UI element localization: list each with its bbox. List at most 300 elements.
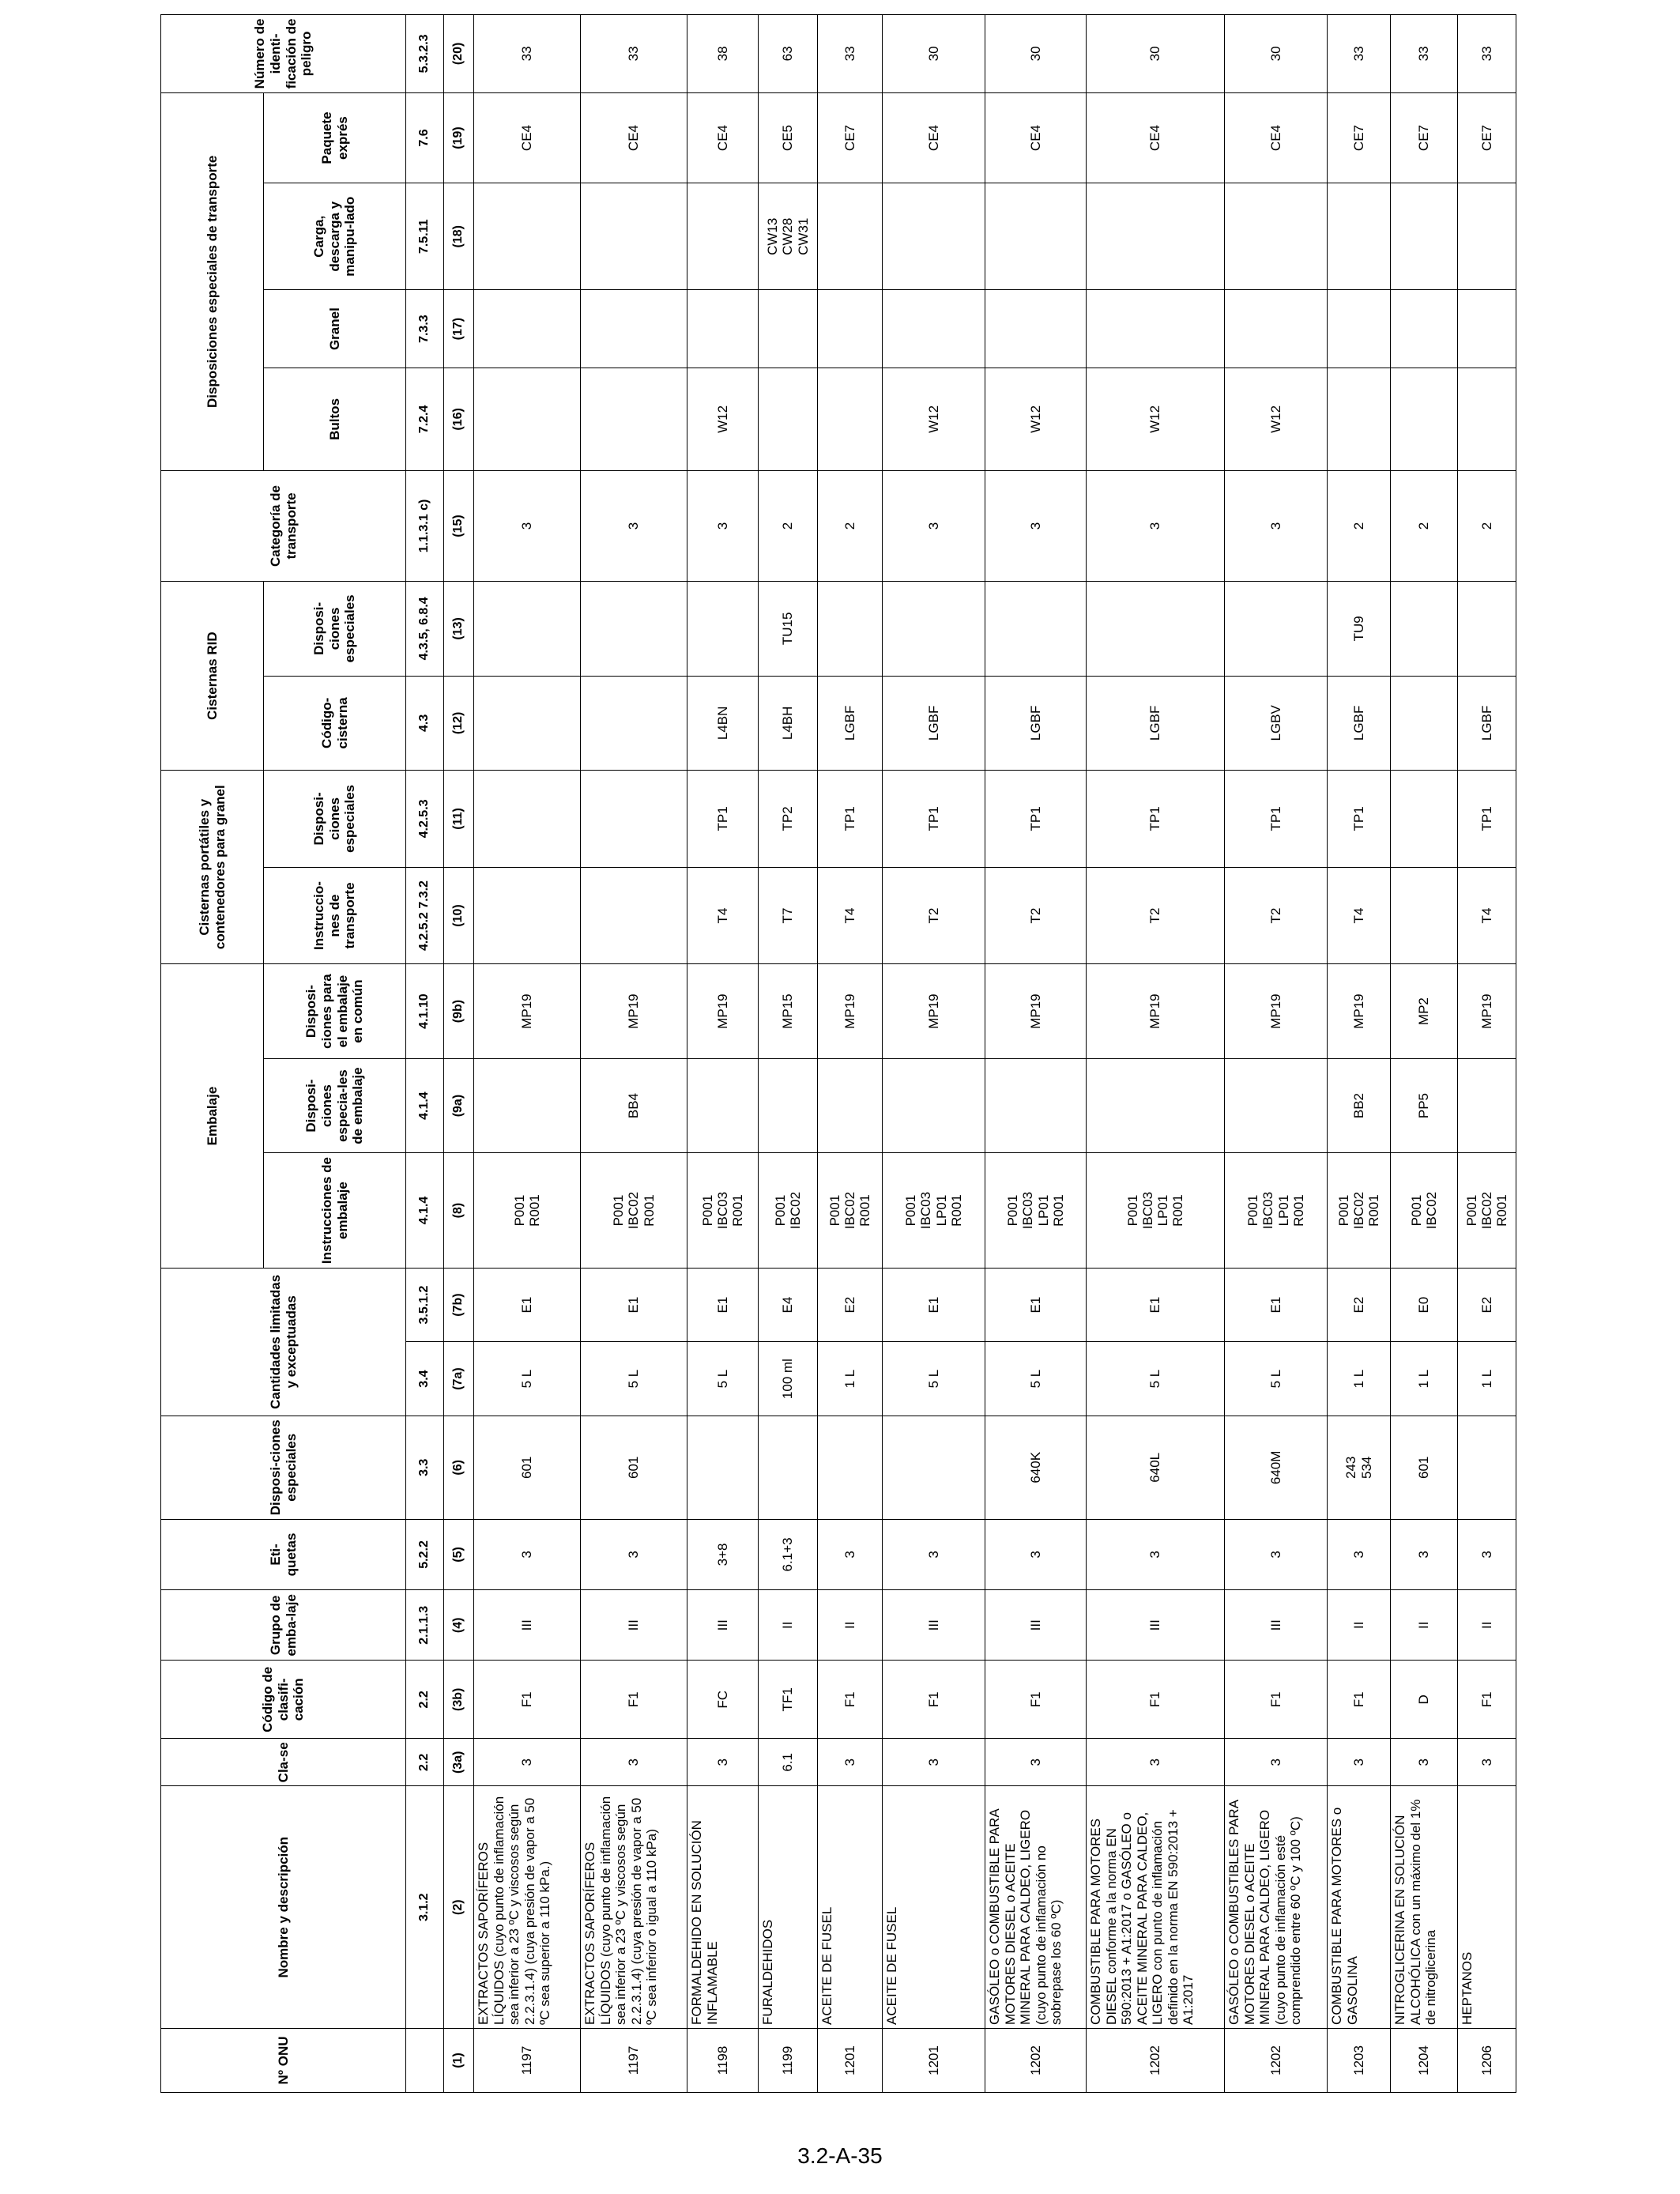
header-special-transport: Disposiciones especiales de transporte <box>161 92 264 470</box>
loading-cell <box>985 183 1087 290</box>
table-body <box>474 15 1516 2093</box>
excepted-quantity-cell: E1 <box>1087 1268 1225 1342</box>
column-number-cell: (7a) <box>444 1342 474 1416</box>
bulk-cell <box>1458 290 1516 368</box>
name-description-cell: COMBUSTIBLE PARA MOTORES DIESEL conforme a la norma EN 590:2013 + A1:2017 o GASÓLEO o ACEITE MINERAL PARA CALDEO, LIGERO con punto de inflamación definido en la norma EN 590:2013 + A1:2017 <box>1087 1786 1225 2029</box>
column-number-cell: (8) <box>444 1153 474 1268</box>
reference-row <box>406 15 444 2093</box>
rid-special-cell: TU9 <box>1328 582 1391 677</box>
excepted-quantity-cell: E1 <box>985 1268 1087 1342</box>
un-number-cell: 1198 <box>687 2028 759 2092</box>
transport-category-cell: 2 <box>1391 470 1458 581</box>
labels-cell: 3 <box>581 1519 687 1589</box>
express-cell: CE5 <box>759 92 818 183</box>
rid-special-cell <box>687 582 759 677</box>
tank-special-cell: TP1 <box>883 771 985 868</box>
packages-cell: W12 <box>1225 368 1328 470</box>
header-limited-quantities: Cantidades limitadas y exceptuadas <box>161 1268 406 1416</box>
bulk-cell <box>687 290 759 368</box>
name-description-cell: FURALDEHIDOS <box>759 1786 818 2029</box>
class-cell: 6.1 <box>759 1739 818 1786</box>
column-number-cell: (2) <box>444 1786 474 2029</box>
header-tank-instructions: Instruccio-nes de transporte <box>264 867 406 964</box>
un-number-cell: 1206 <box>1458 2028 1516 2092</box>
mixed-packing-cell: MP19 <box>818 964 883 1059</box>
class-cell: 3 <box>581 1739 687 1786</box>
packages-cell <box>1328 368 1391 470</box>
reference-cell: 7.3.3 <box>406 290 444 368</box>
name-description-cell: COMBUSTIBLE PARA MOTORES o GASOLINA <box>1328 1786 1391 2029</box>
labels-cell: 3 <box>474 1519 581 1589</box>
header-class: Cla-se <box>161 1739 406 1786</box>
loading-cell <box>1328 183 1391 290</box>
reference-cell: 7.2.4 <box>406 368 444 470</box>
reference-cell: 4.1.10 <box>406 964 444 1059</box>
tank-code-cell <box>1391 676 1458 770</box>
name-description-cell: GASÓLEO o COMBUSTIBLES PARA MOTORES DIESEL o ACEITE MINERAL PARA CALDEO, LIGERO (cuyo punto de inflamación esté comprendido entre 60 ºC y 100 ºC) <box>1225 1786 1328 2029</box>
classification-code-cell: F1 <box>985 1661 1087 1739</box>
mixed-packing-cell: MP19 <box>687 964 759 1059</box>
special-provisions-cell <box>1458 1416 1516 1519</box>
special-provisions-cell <box>687 1416 759 1519</box>
un-number-cell: 1197 <box>581 2028 687 2092</box>
tank-special-cell: TP1 <box>985 771 1087 868</box>
reference-cell: 2.2 <box>406 1739 444 1786</box>
header-rid-special: Disposi-ciones especiales <box>264 582 406 677</box>
mixed-packing-cell: MP19 <box>1225 964 1328 1059</box>
excepted-quantity-cell: E1 <box>687 1268 759 1342</box>
class-cell: 3 <box>1225 1739 1328 1786</box>
special-packing-cell <box>759 1058 818 1152</box>
tank-code-cell <box>474 676 581 770</box>
express-cell: CE7 <box>818 92 883 183</box>
express-cell: CE4 <box>985 92 1087 183</box>
hazard-number-cell: 33 <box>581 15 687 93</box>
header-special-packing: Disposi-ciones especia-les de embalaje <box>264 1058 406 1152</box>
mixed-packing-cell: MP15 <box>759 964 818 1059</box>
header-packages: Bultos <box>264 368 406 470</box>
special-provisions-cell: 601 <box>581 1416 687 1519</box>
class-cell: 3 <box>1458 1739 1516 1786</box>
reference-cell: 4.1.4 <box>406 1153 444 1268</box>
excepted-quantity-cell: E1 <box>1225 1268 1328 1342</box>
labels-cell: 3 <box>1458 1519 1516 1589</box>
header-bulk: Granel <box>264 290 406 368</box>
tank-special-cell: TP1 <box>818 771 883 868</box>
column-number-cell: (9a) <box>444 1058 474 1152</box>
limited-quantity-cell: 5 L <box>883 1342 985 1416</box>
column-number-cell: (10) <box>444 867 474 964</box>
header-name: Nombre y descripción <box>161 1786 406 2029</box>
packing-instructions-cell: P001 IBC03 LP01 R001 <box>1225 1153 1328 1268</box>
rotated-page <box>160 14 1510 2093</box>
loading-cell <box>1225 183 1328 290</box>
packing-group-cell: II <box>1328 1590 1391 1661</box>
rid-special-cell <box>1391 582 1458 677</box>
mixed-packing-cell: MP19 <box>1458 964 1516 1059</box>
limited-quantity-cell: 5 L <box>1087 1342 1225 1416</box>
special-packing-cell: BB2 <box>1328 1058 1391 1152</box>
tank-instructions-cell: T7 <box>759 867 818 964</box>
rid-special-cell <box>1087 582 1225 677</box>
limited-quantity-cell: 5 L <box>474 1342 581 1416</box>
rid-special-cell <box>818 582 883 677</box>
loading-cell <box>1391 183 1458 290</box>
special-packing-cell <box>985 1058 1087 1152</box>
reference-cell: 1.1.3.1 c) <box>406 470 444 581</box>
packing-instructions-cell: P001 IBC03 R001 <box>687 1153 759 1268</box>
tank-code-cell <box>581 676 687 770</box>
special-packing-cell <box>1087 1058 1225 1152</box>
special-provisions-cell <box>818 1416 883 1519</box>
table-row <box>1328 15 1391 2093</box>
table-row <box>581 15 687 2093</box>
reference-cell: 3.5.1.2 <box>406 1268 444 1342</box>
class-cell: 3 <box>1328 1739 1391 1786</box>
packing-group-cell: III <box>985 1590 1087 1661</box>
tank-code-cell: LGBF <box>1458 676 1516 770</box>
un-number-cell: 1202 <box>1225 2028 1328 2092</box>
dangerous-goods-table <box>160 14 1516 2093</box>
name-description-cell: HEPTANOS <box>1458 1786 1516 2029</box>
packages-cell <box>759 368 818 470</box>
classification-code-cell: D <box>1391 1661 1458 1739</box>
hazard-number-cell: 33 <box>1391 15 1458 93</box>
reference-cell: 4.1.4 <box>406 1058 444 1152</box>
reference-cell: 2.2 <box>406 1661 444 1739</box>
un-number-cell: 1201 <box>883 2028 985 2092</box>
column-number-cell: (5) <box>444 1519 474 1589</box>
tank-special-cell: TP1 <box>1225 771 1328 868</box>
packages-cell: W12 <box>1087 368 1225 470</box>
bulk-cell <box>1391 290 1458 368</box>
bulk-cell <box>1225 290 1328 368</box>
tank-special-cell: TP1 <box>1328 771 1391 868</box>
tank-instructions-cell <box>474 867 581 964</box>
column-number-cell: (15) <box>444 470 474 581</box>
special-provisions-cell: 243 534 <box>1328 1416 1391 1519</box>
special-packing-cell <box>687 1058 759 1152</box>
labels-cell: 3 <box>883 1519 985 1589</box>
limited-quantity-cell: 5 L <box>581 1342 687 1416</box>
special-packing-cell: PP5 <box>1391 1058 1458 1152</box>
tank-special-cell: TP2 <box>759 771 818 868</box>
reference-cell: 4.2.5.2 7.3.2 <box>406 867 444 964</box>
hazard-number-cell: 33 <box>818 15 883 93</box>
table-row <box>985 15 1087 2093</box>
bulk-cell <box>818 290 883 368</box>
packing-group-cell: III <box>581 1590 687 1661</box>
packing-instructions-cell: P001 R001 <box>474 1153 581 1268</box>
page-number: 3.2-A-35 <box>797 2143 883 2168</box>
hazard-number-cell: 33 <box>1458 15 1516 93</box>
classification-code-cell: F1 <box>883 1661 985 1739</box>
labels-cell: 3 <box>818 1519 883 1589</box>
class-cell: 3 <box>1391 1739 1458 1786</box>
reference-cell: 5.3.2.3 <box>406 15 444 93</box>
bulk-cell <box>1087 290 1225 368</box>
packages-cell <box>1391 368 1458 470</box>
rid-special-cell <box>1225 582 1328 677</box>
reference-cell: 3.3 <box>406 1416 444 1519</box>
special-packing-cell: BB4 <box>581 1058 687 1152</box>
packing-group-cell: III <box>1225 1590 1328 1661</box>
classification-code-cell: F1 <box>474 1661 581 1739</box>
table-row <box>1391 15 1458 2093</box>
limited-quantity-cell: 100 ml <box>759 1342 818 1416</box>
un-number-cell: 1202 <box>1087 2028 1225 2092</box>
transport-category-cell: 2 <box>1328 470 1391 581</box>
reference-cell: 3.1.2 <box>406 1786 444 2029</box>
bulk-cell <box>1328 290 1391 368</box>
limited-quantity-cell: 5 L <box>687 1342 759 1416</box>
tank-instructions-cell <box>1391 867 1458 964</box>
tank-code-cell: L4BN <box>687 676 759 770</box>
bulk-cell <box>474 290 581 368</box>
classification-code-cell: F1 <box>1225 1661 1328 1739</box>
header-special-provisions: Disposi-ciones especiales <box>161 1416 406 1519</box>
excepted-quantity-cell: E1 <box>474 1268 581 1342</box>
bulk-cell <box>759 290 818 368</box>
column-number-cell: (3b) <box>444 1661 474 1739</box>
rid-special-cell <box>1458 582 1516 677</box>
name-description-cell: ACEITE DE FUSEL <box>883 1786 985 2029</box>
transport-category-cell: 3 <box>883 470 985 581</box>
un-number-cell: 1201 <box>818 2028 883 2092</box>
mixed-packing-cell: MP19 <box>474 964 581 1059</box>
header-mixed-packing: Disposi-ciones para el embalaje en común <box>264 964 406 1059</box>
name-description-cell: FORMALDEHIDO EN SOLUCIÓN INFLAMABLE <box>687 1786 759 2029</box>
tank-instructions-cell: T2 <box>1225 867 1328 964</box>
special-provisions-cell: 601 <box>1391 1416 1458 1519</box>
column-number-cell: (6) <box>444 1416 474 1519</box>
column-number-cell: (19) <box>444 92 474 183</box>
packing-group-cell: III <box>883 1590 985 1661</box>
hazard-number-cell: 30 <box>1087 15 1225 93</box>
express-cell: CE4 <box>581 92 687 183</box>
packing-instructions-cell: P001 IBC03 LP01 R001 <box>985 1153 1087 1268</box>
table-row <box>883 15 985 2093</box>
table-row <box>1225 15 1328 2093</box>
excepted-quantity-cell: E2 <box>818 1268 883 1342</box>
express-cell: CE7 <box>1391 92 1458 183</box>
name-description-cell: ACEITE DE FUSEL <box>818 1786 883 2029</box>
transport-category-cell: 3 <box>985 470 1087 581</box>
header-packaging: Embalaje <box>161 964 264 1268</box>
transport-category-cell: 2 <box>818 470 883 581</box>
labels-cell: 3 <box>1391 1519 1458 1589</box>
reference-cell: 5.2.2 <box>406 1519 444 1589</box>
special-provisions-cell <box>883 1416 985 1519</box>
tank-instructions-cell: T4 <box>1458 867 1516 964</box>
packing-instructions-cell: P001 IBC02 R001 <box>581 1153 687 1268</box>
header-express: Paquete exprés <box>264 92 406 183</box>
packages-cell: W12 <box>985 368 1087 470</box>
excepted-quantity-cell: E4 <box>759 1268 818 1342</box>
packing-instructions-cell: P001 IBC02 R001 <box>1328 1153 1391 1268</box>
rid-special-cell <box>883 582 985 677</box>
limited-quantity-cell: 1 L <box>1391 1342 1458 1416</box>
classification-code-cell: FC <box>687 1661 759 1739</box>
classification-code-cell: F1 <box>1087 1661 1225 1739</box>
class-cell: 3 <box>985 1739 1087 1786</box>
loading-cell <box>474 183 581 290</box>
bulk-cell <box>883 290 985 368</box>
limited-quantity-cell: 5 L <box>1225 1342 1328 1416</box>
header-packing-instructions: Instrucciones de embalaje <box>264 1153 406 1268</box>
tank-special-cell: TP1 <box>687 771 759 868</box>
tank-code-cell: LGBF <box>818 676 883 770</box>
transport-category-cell: 3 <box>687 470 759 581</box>
table-row <box>1458 15 1516 2093</box>
loading-cell <box>581 183 687 290</box>
table-row <box>474 15 581 2093</box>
loading-cell <box>883 183 985 290</box>
tank-code-cell: LGBV <box>1225 676 1328 770</box>
column-number-cell: (16) <box>444 368 474 470</box>
classification-code-cell: TF1 <box>759 1661 818 1739</box>
special-packing-cell <box>1458 1058 1516 1152</box>
column-number-row <box>444 15 474 2093</box>
bulk-cell <box>581 290 687 368</box>
limited-quantity-cell: 1 L <box>1328 1342 1391 1416</box>
header-packing-group: Grupo de emba-laje <box>161 1590 406 1661</box>
mixed-packing-cell: MP19 <box>1087 964 1225 1059</box>
excepted-quantity-cell: E2 <box>1458 1268 1516 1342</box>
reference-cell: 7.5.11 <box>406 183 444 290</box>
packing-group-cell: III <box>474 1590 581 1661</box>
packages-cell <box>474 368 581 470</box>
loading-cell <box>687 183 759 290</box>
transport-category-cell: 2 <box>1458 470 1516 581</box>
class-cell: 3 <box>474 1739 581 1786</box>
special-packing-cell <box>474 1058 581 1152</box>
class-cell: 3 <box>883 1739 985 1786</box>
packing-instructions-cell: P001 IBC02 R001 <box>818 1153 883 1268</box>
tank-instructions-cell <box>581 867 687 964</box>
column-number-cell: (9b) <box>444 964 474 1059</box>
mixed-packing-cell: MP19 <box>1328 964 1391 1059</box>
reference-cell: 4.3.5, 6.8.4 <box>406 582 444 677</box>
special-packing-cell <box>818 1058 883 1152</box>
limited-quantity-cell: 1 L <box>1458 1342 1516 1416</box>
excepted-quantity-cell: E1 <box>883 1268 985 1342</box>
labels-cell: 3 <box>1328 1519 1391 1589</box>
un-number-cell: 1203 <box>1328 2028 1391 2092</box>
hazard-number-cell: 30 <box>985 15 1087 93</box>
rid-special-cell <box>474 582 581 677</box>
tank-special-cell: TP1 <box>1087 771 1225 868</box>
packing-group-cell: III <box>687 1590 759 1661</box>
header-hazard-number: Número de identi-ficación de peligro <box>161 15 406 93</box>
mixed-packing-cell: MP19 <box>985 964 1087 1059</box>
bulk-cell <box>985 290 1087 368</box>
hazard-number-cell: 33 <box>474 15 581 93</box>
column-number-cell: (11) <box>444 771 474 868</box>
labels-cell: 3+8 <box>687 1519 759 1589</box>
un-number-cell: 1202 <box>985 2028 1087 2092</box>
transport-category-cell: 3 <box>1087 470 1225 581</box>
excepted-quantity-cell: E2 <box>1328 1268 1391 1342</box>
header-portable-tanks: Cisternas portátiles y contenedores para granel <box>161 771 264 964</box>
transport-category-cell: 3 <box>581 470 687 581</box>
mixed-packing-cell: MP19 <box>883 964 985 1059</box>
loading-cell <box>1458 183 1516 290</box>
reference-cell: 2.1.1.3 <box>406 1590 444 1661</box>
hazard-number-cell: 30 <box>883 15 985 93</box>
name-description-cell: EXTRACTOS SAPORÍFEROS LÍQUIDOS (cuyo punto de inflamación sea inferior a 23 ºC y viscosos según 2.2.3.1.4) (cuya presión de vapor a 50 ºC sea inferior o igual a 110 kPa) <box>581 1786 687 2029</box>
column-number-cell: (20) <box>444 15 474 93</box>
column-number-cell: (1) <box>444 2028 474 2092</box>
loading-cell <box>818 183 883 290</box>
header-tank-code: Código-cisterna <box>264 676 406 770</box>
column-number-cell: (18) <box>444 183 474 290</box>
excepted-quantity-cell: E0 <box>1391 1268 1458 1342</box>
labels-cell: 3 <box>985 1519 1087 1589</box>
tank-instructions-cell: T2 <box>883 867 985 964</box>
hazard-number-cell: 38 <box>687 15 759 93</box>
tank-code-cell: LGBF <box>1328 676 1391 770</box>
packing-group-cell: II <box>759 1590 818 1661</box>
reference-cell <box>406 2028 444 2092</box>
reference-cell: 3.4 <box>406 1342 444 1416</box>
packages-cell: W12 <box>883 368 985 470</box>
express-cell: CE4 <box>883 92 985 183</box>
excepted-quantity-cell: E1 <box>581 1268 687 1342</box>
class-cell: 3 <box>1087 1739 1225 1786</box>
packages-cell <box>818 368 883 470</box>
un-number-cell: 1204 <box>1391 2028 1458 2092</box>
special-packing-cell <box>1225 1058 1328 1152</box>
express-cell: CE4 <box>1087 92 1225 183</box>
limited-quantity-cell: 1 L <box>818 1342 883 1416</box>
packing-group-cell: II <box>1391 1590 1458 1661</box>
column-number-cell: (7b) <box>444 1268 474 1342</box>
packing-instructions-cell: P001 IBC03 LP01 R001 <box>1087 1153 1225 1268</box>
express-cell: CE4 <box>687 92 759 183</box>
express-cell: CE7 <box>1328 92 1391 183</box>
express-cell: CE4 <box>1225 92 1328 183</box>
packing-group-cell: III <box>1087 1590 1225 1661</box>
express-cell: CE4 <box>474 92 581 183</box>
column-number-cell: (4) <box>444 1590 474 1661</box>
header-classification-code: Código de clasifi-cación <box>161 1661 406 1739</box>
classification-code-cell: F1 <box>818 1661 883 1739</box>
column-number-cell: (3a) <box>444 1739 474 1786</box>
tank-instructions-cell: T4 <box>687 867 759 964</box>
tank-code-cell: L4BH <box>759 676 818 770</box>
tank-code-cell: LGBF <box>883 676 985 770</box>
classification-code-cell: F1 <box>581 1661 687 1739</box>
transport-category-cell: 3 <box>474 470 581 581</box>
reference-cell: 7.6 <box>406 92 444 183</box>
tank-special-cell <box>474 771 581 868</box>
tank-instructions-cell: T4 <box>818 867 883 964</box>
labels-cell: 3 <box>1087 1519 1225 1589</box>
column-number-cell: (12) <box>444 676 474 770</box>
tank-instructions-cell: T4 <box>1328 867 1391 964</box>
class-cell: 3 <box>687 1739 759 1786</box>
header-labels: Eti-quetas <box>161 1519 406 1589</box>
mixed-packing-cell: MP19 <box>581 964 687 1059</box>
table-row <box>818 15 883 2093</box>
table-row <box>759 15 818 2093</box>
packing-instructions-cell: P001 IBC03 LP01 R001 <box>883 1153 985 1268</box>
special-packing-cell <box>883 1058 985 1152</box>
header-rid-tanks: Cisternas RID <box>161 582 264 771</box>
packing-instructions-cell: P001 IBC02 <box>1391 1153 1458 1268</box>
rid-special-cell: TU15 <box>759 582 818 677</box>
